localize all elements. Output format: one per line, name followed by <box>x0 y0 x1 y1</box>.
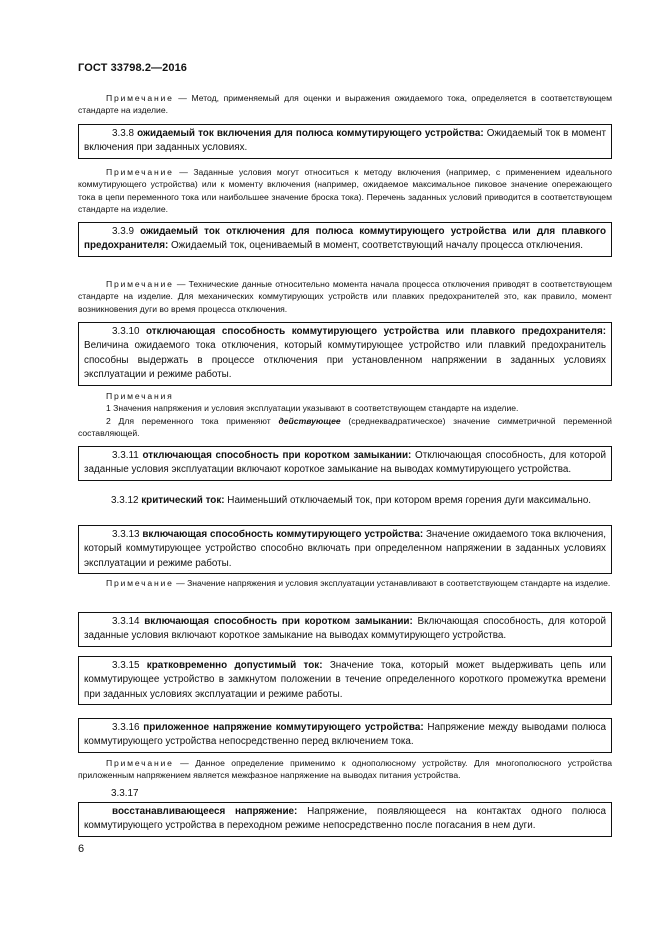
term-3-3-12 <box>78 494 612 508</box>
note-item-2 <box>78 415 612 440</box>
term-number: 3.3.15 <box>112 660 140 671</box>
term-box-3-3-10 <box>78 322 612 386</box>
term-box-3-3-8 <box>78 124 612 159</box>
page-number: 6 <box>78 843 85 855</box>
note-item-2-prefix: 2 Для переменного тока применяют <box>106 415 279 426</box>
document-code-header: ГОСТ 33798.2—2016 <box>78 62 188 74</box>
term-definition: Ожидаемый ток в момент включения при заданных условиях. <box>84 128 607 154</box>
term-definition: Значение ожидаемого тока включения, который коммутирующее устройство способно включать при определенном напряжении в заданных условиях эксплуатации и режиме работы. <box>84 529 606 569</box>
term-number: 3.3.16 <box>112 722 140 733</box>
note-label: Примечание <box>106 167 174 177</box>
term-number: 3.3.14 <box>112 616 140 627</box>
term-box-3-3-14 <box>78 612 612 647</box>
note-item-2-emphasis: действующее <box>278 415 341 426</box>
term-title: критический ток: <box>141 495 225 506</box>
note-label: Примечание <box>106 578 174 588</box>
term-definition: Напряжение, появляющееся на контактах одного полюса коммутирующего устройства в переходном режиме непосредственно после погасания в нем дуги. <box>84 806 606 832</box>
term-definition: Включающая способность, для которой заданные условия включают короткое замыкание на выводах коммутирующего устройства. <box>84 616 606 642</box>
term-title: ожидаемый ток включения для полюса коммутирующего устройства: <box>137 128 484 139</box>
term-box-3-3-13 <box>78 525 612 574</box>
note-3-3-13 <box>78 577 612 589</box>
term-box-3-3-16 <box>78 718 612 753</box>
term-number: 3.3.11 <box>112 450 139 461</box>
term-definition: Наименьший отключаемый ток, при котором время горения дуги максимально. <box>224 495 592 506</box>
term-definition: Ожидаемый ток, оцениваемый в момент, соответствующий началу процесса отключения. <box>168 240 584 252</box>
term-title: отключающая способность при коротком замыкании: <box>142 450 412 461</box>
term-number: 3.3.10 <box>112 326 140 337</box>
term-box-3-3-17 <box>78 802 612 837</box>
note-3-3-9 <box>78 278 612 315</box>
term-definition: Напряжение между выводами полюса коммутирующего устройства непосредственно перед включением тока. <box>84 722 606 748</box>
note-label: Примечание <box>106 279 174 289</box>
note-item-1: 1 Значения напряжения и условия эксплуатации указывают в соответствующем стандарте на изделие. <box>106 403 519 414</box>
term-title: ожидаемый ток отключения для полюса коммутирующего устройства или для плавкого предохранителя: <box>84 226 606 252</box>
note-3-3-16 <box>78 757 612 782</box>
term-number: 3.3.9 <box>112 226 134 237</box>
term-box-3-3-11 <box>78 446 612 481</box>
term-title: отключающая способность коммутирующего устройства или плавкого предохранителя: <box>146 326 606 337</box>
note-item-2-suffix: (среднеквадратическое) значение симметричной переменной составляющей. <box>78 415 612 439</box>
term-title: включающая способность коммутирующего устройства: <box>142 529 424 540</box>
notes-3-3-10 <box>78 390 612 440</box>
note-text: — Заданные условия могут относиться к методу включения (например, с применением идеального коммутирующего устройства) или к моменту включения (например, ожидаемое максимальное пиковое значение опережающего тока в цепи переменного тока или наибольшее значение броска тока). Перечень заданных условий приводится в соответствующем стандарте на изделие. <box>78 167 612 215</box>
term-title: восстанавливающееся напряжение: <box>112 806 298 817</box>
note-text: — Метод, применяемый для оценки и выражения ожидаемого тока, определяется в соответствующем стандарте на изделие. <box>78 93 612 116</box>
term-number: 3.3.8 <box>112 128 134 139</box>
term-definition: Значение тока, который может выдерживать цепь или коммутирующее устройство в замкнутом положении в течение определенного короткого промежутка времени при заданных условиях эксплуатации и режиме работы. <box>84 660 606 700</box>
note-3-3-7 <box>78 92 612 117</box>
term-box-3-3-9 <box>78 222 612 257</box>
term-number: 3.3.17 <box>111 788 139 799</box>
term-number: 3.3.13 <box>112 529 140 540</box>
note-text: — Данное определение применимо к однополюсному устройству. Для многополюсного устройства приложенным напряжением является межфазное напряжение на выводах питания устройства. <box>78 758 612 781</box>
term-definition: Величина ожидаемого тока отключения, который коммутирующее устройство или плавкий предохранитель способны выдержать в процессе отключения при установленном напряжении в заданных условиях эксплуатации и режиме работы. <box>84 340 606 381</box>
note-text: — Технические данные относительно момента начала процесса отключения приводят в соответствующем стандарте на изделие. Для механических коммутирующих устройств или плавких предохранителей это, как правило, момент возникновения дуги во время процесса отключения. <box>78 279 612 314</box>
note-text: — Значение напряжения и условия эксплуатации устанавливают в соответствующем стандарте на изделие. <box>173 578 611 588</box>
term-title: приложенное напряжение коммутирующего устройства: <box>143 722 424 733</box>
note-3-3-8 <box>78 166 612 216</box>
term-number-3-3-17 <box>78 787 612 801</box>
term-definition: Отключающая способность, для которой заданные условия эксплуатации включают короткое замыкание на выводах коммутирующего устройства. <box>84 450 606 476</box>
term-box-3-3-15 <box>78 656 612 705</box>
term-title: включающая способность при коротком замыкании: <box>144 616 413 627</box>
term-number: 3.3.12 <box>111 495 139 506</box>
notes-label: Примечания <box>106 391 174 401</box>
term-title: кратковременно допустимый ток: <box>146 660 323 671</box>
note-label: Примечание <box>106 93 174 103</box>
note-label: Примечание <box>106 758 174 768</box>
